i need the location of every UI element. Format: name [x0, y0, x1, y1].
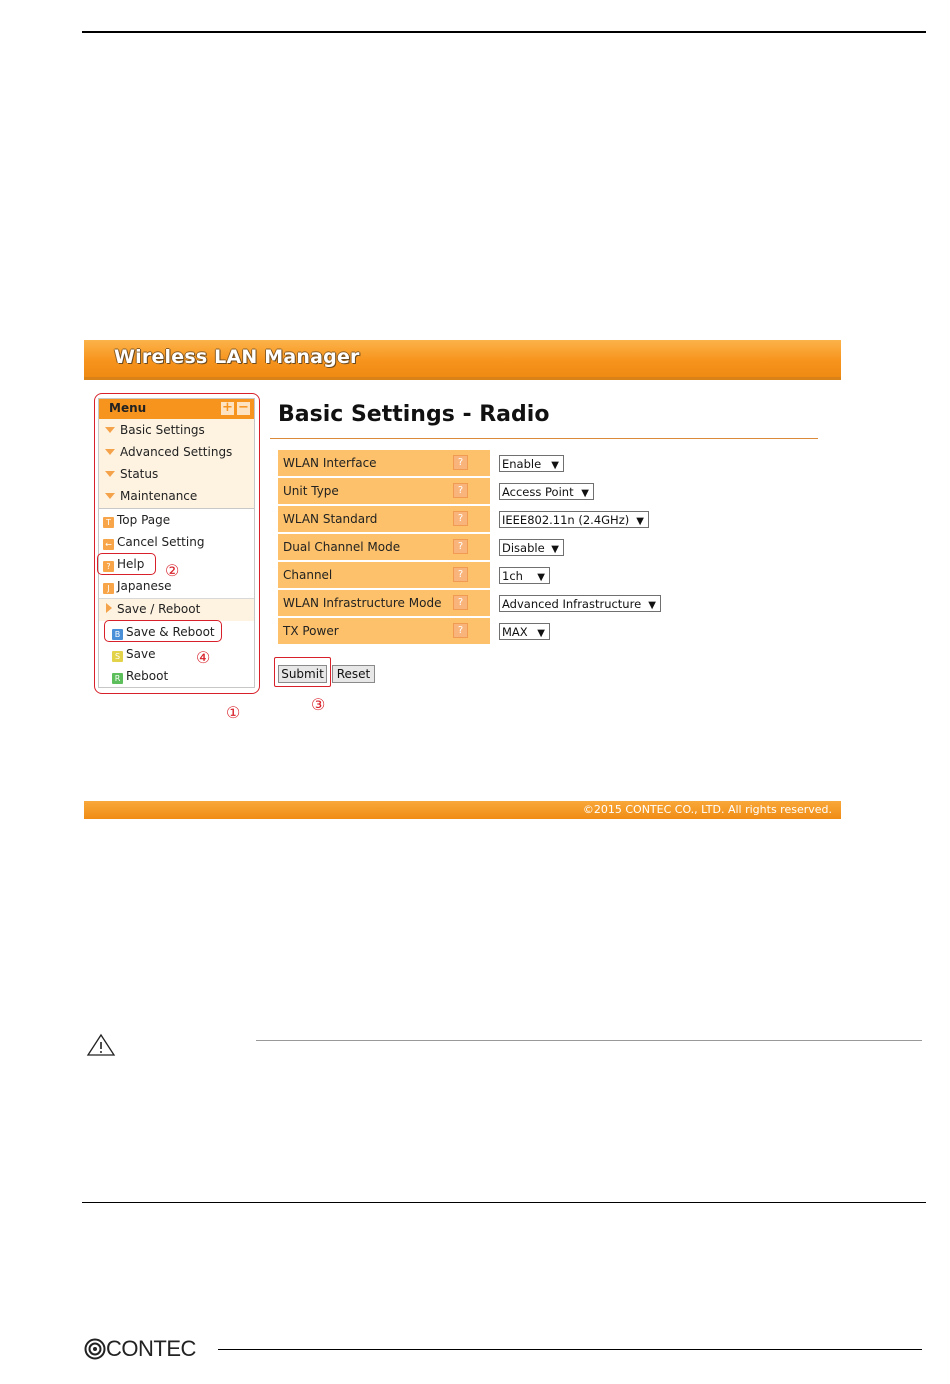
save-reboot-icon: B — [112, 629, 123, 640]
chevron-down-icon: ▼ — [537, 572, 545, 583]
back-arrow-icon: ← — [103, 539, 114, 550]
logo-rule — [218, 1349, 922, 1350]
unit-type-select[interactable]: Access Point ▼ — [499, 483, 594, 500]
top-page-icon: T — [103, 517, 114, 528]
menu-item-maintenance[interactable]: Maintenance — [103, 486, 253, 506]
wlan-infrastructure-mode-select[interactable]: Advanced Infrastructure ▼ — [499, 595, 661, 612]
contec-logo: CONTEC — [84, 1336, 196, 1362]
chevron-down-icon: ▼ — [537, 628, 545, 639]
help-icon[interactable]: ? — [453, 567, 468, 582]
expand-all-icon[interactable]: + — [222, 400, 233, 415]
annotation-box-submit — [274, 657, 331, 687]
field-row-unit-type: Unit Type ? — [278, 478, 490, 504]
chevron-down-icon: ▼ — [648, 600, 656, 611]
menu-item-save-and-reboot[interactable]: B Save & Reboot — [112, 622, 262, 642]
field-row-tx-power: TX Power ? — [278, 618, 490, 644]
bottom-rule — [82, 1202, 926, 1203]
help-icon[interactable]: ? — [453, 455, 468, 470]
reset-button[interactable]: Reset — [332, 665, 375, 683]
chevron-down-icon: ▼ — [551, 544, 559, 555]
field-row-dual-channel-mode: Dual Channel Mode ? — [278, 534, 490, 560]
help-icon[interactable]: ? — [453, 595, 468, 610]
app-banner — [84, 340, 841, 380]
menu-item-basic-settings[interactable]: Basic Settings — [103, 420, 253, 440]
submit-button[interactable]: Submit — [278, 665, 327, 683]
collapse-all-icon[interactable]: − — [238, 400, 249, 415]
chevron-down-icon: ▼ — [581, 488, 589, 499]
copyright-text: ©2015 CONTEC CO., LTD. All rights reserved. — [582, 803, 832, 816]
field-row-wlan-standard: WLAN Standard ? — [278, 506, 490, 532]
language-icon: J — [103, 583, 114, 594]
chevron-down-icon: ▼ — [636, 516, 644, 527]
caution-icon — [86, 1033, 116, 1057]
tx-power-select[interactable]: MAX ▼ — [499, 623, 550, 640]
app-title: Wireless LAN Manager — [114, 346, 360, 368]
help-icon: ? — [103, 561, 114, 572]
annotation-number-4: ④ — [196, 648, 211, 667]
menu-item-reboot[interactable]: R Reboot — [112, 666, 262, 686]
menu-item-save-reboot-group[interactable]: Save / Reboot — [103, 599, 253, 619]
page-title: Basic Settings - Radio — [278, 402, 550, 427]
menu-item-advanced-settings[interactable]: Advanced Settings — [103, 442, 253, 462]
annotation-number-1: ① — [226, 703, 241, 722]
field-row-channel: Channel ? — [278, 562, 490, 588]
top-rule — [82, 31, 926, 33]
footer-bar — [84, 801, 841, 819]
help-icon[interactable]: ? — [453, 511, 468, 526]
annotation-number-3: ③ — [311, 695, 326, 714]
wlan-standard-select[interactable]: IEEE802.11n (2.4GHz) ▼ — [499, 511, 649, 528]
menu-title: Menu — [109, 401, 147, 415]
menu-item-help[interactable]: ? Help — [103, 554, 253, 574]
annotation-box-menu — [94, 393, 260, 694]
logo-mark-icon — [84, 1338, 106, 1360]
title-underline — [270, 438, 818, 439]
help-icon[interactable]: ? — [453, 483, 468, 498]
wlan-interface-select[interactable]: Enable ▼ — [499, 455, 564, 472]
menu-item-save[interactable]: S Save — [112, 644, 262, 664]
help-icon[interactable]: ? — [453, 623, 468, 638]
chevron-down-icon: ▼ — [551, 460, 559, 471]
field-row-wlan-infrastructure-mode: WLAN Infrastructure Mode ? — [278, 590, 490, 616]
note-rule — [256, 1040, 922, 1041]
annotation-number-2: ② — [165, 561, 180, 580]
field-row-wlan-interface: WLAN Interface ? — [278, 450, 490, 476]
annotation-box-help — [97, 553, 156, 575]
menu-item-status[interactable]: Status — [103, 464, 253, 484]
help-icon[interactable]: ? — [453, 539, 468, 554]
menu-item-japanese[interactable]: J Japanese — [103, 576, 253, 596]
reboot-icon: R — [112, 673, 123, 684]
menu-item-top-page[interactable]: T Top Page — [103, 510, 253, 530]
annotation-box-save-reboot — [104, 620, 222, 642]
save-icon: S — [112, 651, 123, 662]
menu-item-cancel-setting[interactable]: ← Cancel Setting — [103, 532, 253, 552]
dual-channel-mode-select[interactable]: Disable ▼ — [499, 539, 564, 556]
channel-select[interactable]: 1ch ▼ — [499, 567, 550, 584]
